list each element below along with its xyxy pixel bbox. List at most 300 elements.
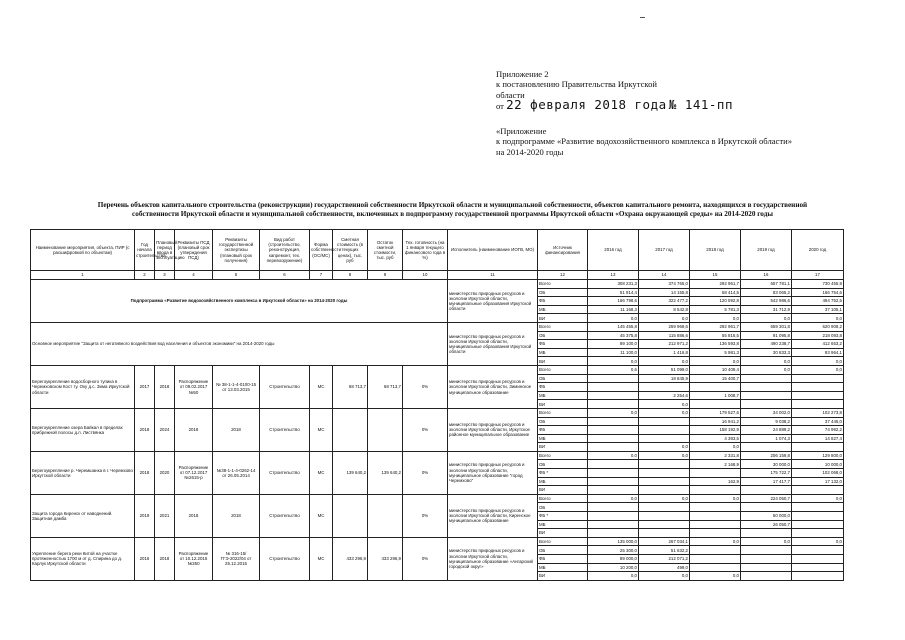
funding-source: ВИ	[538, 486, 588, 495]
funding-source: Всего	[538, 280, 588, 289]
amount-cell	[639, 503, 690, 512]
amount-cell: 212 971,2	[639, 340, 690, 349]
funding-source: МБ	[538, 305, 588, 314]
resolution-number: № 141-пп	[668, 96, 733, 112]
amount-cell: 0,0	[588, 357, 639, 366]
amount-cell: 102 273,8	[792, 408, 844, 417]
ownership: МС	[310, 451, 333, 494]
amount-cell: 0,0	[690, 494, 741, 503]
amount-cell: 102 068,0	[792, 469, 844, 478]
amount-cell: 0,0	[639, 494, 690, 503]
amount-cell: 2 254,6	[639, 391, 690, 400]
funding-source: ФБ *	[538, 469, 588, 478]
readiness: 0%	[403, 494, 448, 537]
amount-cell: 0,0	[690, 443, 741, 452]
object-name: Берегоукрепление водосборного тупика в Черемховском Кост ту. Оку д.с. Зима Иркутской области	[31, 365, 135, 408]
funding-source: ФБ	[538, 555, 588, 564]
amount-cell	[690, 486, 741, 495]
executor-cell: министерство природных ресурсов и экологии Иркутской области, муниципальные образования Иркутской области	[448, 322, 538, 365]
amount-cell: 17 417,7	[741, 477, 792, 486]
amount-cell: 494 752,5	[792, 297, 844, 306]
column-header: Источник финансирования	[538, 230, 588, 271]
end-year: 2024	[155, 408, 175, 451]
amount-cell	[792, 520, 844, 529]
amount-cell: 58 414,5	[690, 288, 741, 297]
region-line: области	[496, 89, 525, 100]
amount-cell	[690, 512, 741, 521]
amount-cell: 1 074,3	[741, 434, 792, 443]
psd-details: Распоряжение от 09.02.2017 №50	[175, 365, 213, 408]
amount-cell: 490 238,7	[741, 340, 792, 349]
table-row	[31, 537, 844, 546]
column-number: 9	[368, 271, 403, 280]
amount-cell: 162,9	[690, 477, 741, 486]
amount-cell	[588, 477, 639, 486]
column-number: 4	[175, 271, 213, 280]
column-number-row	[31, 271, 844, 280]
amount-cell	[639, 460, 690, 469]
ownership: МС	[310, 408, 333, 451]
subheader: «Приложение к подпрограмме «Развитие водохозяйственного комплекса в Иркутской области» на 2014-2020 годы	[496, 126, 793, 157]
column-number: 11	[448, 271, 538, 280]
amount-cell: 212 071,2	[639, 555, 690, 564]
funding-source: ВИ	[538, 529, 588, 538]
funding-source: ВИ	[538, 572, 588, 581]
column-number: 6	[260, 271, 310, 280]
remaining-cost: 68 713,7	[368, 365, 403, 408]
amount-cell: 166 754,6	[792, 288, 844, 297]
amount-cell	[639, 477, 690, 486]
amount-cell: 0,0	[741, 537, 792, 546]
amount-cell: 620 908,2	[792, 322, 844, 331]
amount-cell	[792, 546, 844, 555]
subprogram-label: Подпрограмма «Развитие водохозяйственного комплекса в Иркутской области» на 2014-2020 годы	[31, 280, 448, 323]
appendix-label: Приложение 2	[496, 69, 549, 79]
amount-cell	[690, 529, 741, 538]
amount-cell: 158 192,9	[690, 426, 741, 435]
amount-cell: 37 446,0	[792, 417, 844, 426]
amount-cell	[639, 486, 690, 495]
funding-source: ОБ	[538, 503, 588, 512]
estimated-cost: 139 640,2	[333, 451, 368, 494]
amount-cell: 89 000,0	[588, 555, 639, 564]
amount-cell	[741, 546, 792, 555]
amount-cell: 499,0	[639, 563, 690, 572]
amount-cell	[588, 460, 639, 469]
column-number: 13	[588, 271, 639, 280]
amount-cell: 18 845,9	[639, 374, 690, 383]
amount-cell	[588, 426, 639, 435]
amount-cell: 55 816,5	[690, 331, 741, 340]
amount-cell: 0,0	[588, 408, 639, 417]
executor-cell: министерство природных ресурсов и экологии Иркутской области, Иркутское районное муниципальное образование	[448, 408, 538, 451]
amount-cell: 166 798,6	[588, 297, 639, 306]
amount-cell	[690, 520, 741, 529]
executor-cell: министерство природных ресурсов и экологии Иркутской области, муниципальное образование "город Черемхово"	[448, 451, 538, 494]
amount-cell: 145 455,8	[588, 322, 639, 331]
amount-cell: 322 477,2	[639, 297, 690, 306]
amount-cell	[792, 443, 844, 452]
amount-cell: 51 632,2	[639, 546, 690, 555]
amount-cell: 206 159,8	[741, 451, 792, 460]
amount-cell: 412 653,2	[792, 340, 844, 349]
amount-cell	[741, 503, 792, 512]
amount-cell: 0,0	[792, 357, 844, 366]
column-header: Форма собственности (ОС/МС)	[310, 230, 333, 271]
funding-source: Всего	[538, 451, 588, 460]
column-number: 16	[741, 271, 792, 280]
work-type: Строительство	[260, 494, 310, 537]
amount-cell	[588, 391, 639, 400]
expertise-details: 2018	[213, 408, 260, 451]
amount-cell: 83 065,2	[741, 288, 792, 297]
amount-cell	[588, 443, 639, 452]
amount-cell: 0,0	[639, 314, 690, 323]
amount-cell: 11 100,0	[588, 348, 639, 357]
amount-cell: 0,0	[792, 494, 844, 503]
amount-cell	[588, 383, 639, 392]
amount-cell	[690, 555, 741, 564]
amount-cell: 120 592,8	[690, 297, 741, 306]
work-type: Строительство	[260, 365, 310, 408]
amount-cell: 16 941,2	[690, 417, 741, 426]
amount-cell: 0,0	[639, 408, 690, 417]
amount-cell: 26 050,7	[741, 520, 792, 529]
expertise-details: № 38-1-1-4-0100-15 от 13.03.2015	[213, 365, 260, 408]
resolution-line: к постановлению Правительства Иркутской	[496, 79, 658, 90]
psd-details: Распоряжение от 07.12.2017 №2615-р	[175, 451, 213, 494]
funding-source: ОБ	[538, 374, 588, 383]
amount-cell: 136 593,8	[690, 340, 741, 349]
amount-cell	[639, 469, 690, 478]
amount-cell	[792, 374, 844, 383]
amount-cell: 8 542,8	[639, 305, 690, 314]
amount-cell: 37 105,1	[792, 305, 844, 314]
date-text: 22 февраля 2018 года	[506, 96, 667, 112]
executor-cell: министерство природных ресурсов и экологии Иркутской области, Зиминское муниципальное образование	[448, 365, 538, 408]
funding-source: Всего	[538, 408, 588, 417]
psd-details: Распоряжение от 10.12.2015 №350	[175, 537, 213, 580]
estimated-cost: 68 713,7	[333, 365, 368, 408]
funding-source: МБ	[538, 563, 588, 572]
start-year: 2018	[135, 408, 155, 451]
amount-cell: 10 200,0	[588, 563, 639, 572]
executor-cell: министерство природных ресурсов и экологии Иркутской области, муниципальные образования Иркутской области	[448, 280, 538, 323]
amount-cell	[690, 563, 741, 572]
amount-cell: 292 961,7	[690, 280, 741, 289]
date-line: от 22 февраля 2018 года № 141-пп	[496, 96, 733, 112]
amount-cell	[741, 555, 792, 564]
amount-cell	[792, 383, 844, 392]
column-number: 7	[310, 271, 333, 280]
amount-cell: 10 000,0	[792, 460, 844, 469]
amount-cell: 175 722,7	[741, 469, 792, 478]
amount-cell	[690, 469, 741, 478]
amount-cell: 10 409,4	[690, 365, 741, 374]
end-year: 2018	[155, 365, 175, 408]
column-number: 3	[155, 271, 175, 280]
amount-cell	[588, 374, 639, 383]
amount-cell: 659 301,8	[741, 322, 792, 331]
funding-source: Всего	[538, 494, 588, 503]
column-number: 5	[213, 271, 260, 280]
funding-source: ФБ	[538, 426, 588, 435]
amount-cell: 50 000,0	[741, 512, 792, 521]
amount-cell: 308 231,3	[588, 280, 639, 289]
amount-cell	[741, 391, 792, 400]
column-number: 15	[690, 271, 741, 280]
amount-cell	[588, 469, 639, 478]
amount-cell: 0,0	[639, 357, 690, 366]
amount-cell: 115 886,6	[639, 331, 690, 340]
amount-cell: 25 300,0	[588, 546, 639, 555]
ownership: МС	[310, 365, 333, 408]
amount-cell: 51 099,0	[639, 365, 690, 374]
amount-cell	[639, 417, 690, 426]
remaining-cost: 433 296,9	[368, 537, 403, 580]
amount-cell	[690, 400, 741, 409]
amount-cell: 0,0	[639, 451, 690, 460]
amount-cell	[741, 563, 792, 572]
start-year: 2018	[135, 451, 155, 494]
column-number: 1	[31, 271, 135, 280]
end-year: 2018	[155, 537, 175, 580]
document-header	[496, 69, 733, 111]
column-header: Вид работ (строительство, реконструкция, капремонт, тех. перевооружение)	[260, 230, 310, 271]
column-header: Тех. готовность (на 1 января текущего финансового года в %)	[403, 230, 448, 271]
column-header: 2016 год	[588, 230, 639, 271]
amount-cell	[639, 426, 690, 435]
amount-cell: 1 008,7	[690, 391, 741, 400]
amount-cell: 0,0	[639, 443, 690, 452]
amount-cell: 267 034,1	[639, 537, 690, 546]
amount-cell	[639, 529, 690, 538]
estimated-cost: 433 296,9	[333, 537, 368, 580]
expertise-details: №38-1-1-4-0262-14 от 26.05.2014	[213, 451, 260, 494]
end-year: 2020	[155, 451, 175, 494]
amount-cell	[741, 383, 792, 392]
amount-cell: 0,0	[588, 451, 639, 460]
funding-source: МБ	[538, 348, 588, 357]
amount-cell: 218 093,8	[792, 331, 844, 340]
funding-source: Всего	[538, 537, 588, 546]
work-type: Строительство	[260, 451, 310, 494]
funding-source: ОБ	[538, 546, 588, 555]
amount-cell: 259 969,6	[639, 322, 690, 331]
funding-source: Всего	[538, 365, 588, 374]
amount-cell: 4 393,5	[690, 434, 741, 443]
amount-cell: 30 000,0	[741, 460, 792, 469]
table-row	[31, 322, 844, 331]
amount-cell: 89 100,0	[588, 340, 639, 349]
amount-cell: 657 781,1	[741, 280, 792, 289]
funding-source: ФБ *	[538, 512, 588, 521]
amount-cell	[588, 400, 639, 409]
amount-cell: 0,0	[690, 537, 741, 546]
funding-source: МБ	[538, 391, 588, 400]
executor-cell: министерство природных ресурсов и экологии Иркутской области, Киренское муниципальное образование	[448, 494, 538, 537]
estimated-cost	[333, 494, 368, 537]
column-header: Реквизиты ПСД (плановый срок утверждения ПСД)	[175, 230, 213, 271]
amount-cell: 542 986,6	[741, 297, 792, 306]
column-header: Остаток сметной стоимости, тыс. руб	[368, 230, 403, 271]
amount-cell: 0,0	[639, 400, 690, 409]
amount-cell: 93 964,1	[792, 348, 844, 357]
amount-cell	[792, 400, 844, 409]
funding-source: ОБ	[538, 331, 588, 340]
column-header: 2017 год	[639, 230, 690, 271]
amount-cell: 31 712,9	[741, 305, 792, 314]
column-number: 17	[792, 271, 844, 280]
object-name: Берегоукрепление озера Байкал в пределах прибрежной полосы д.п. Листвянка	[31, 408, 135, 451]
amount-cell	[792, 486, 844, 495]
amount-cell	[639, 520, 690, 529]
funding-source: ОБ	[538, 417, 588, 426]
column-number: 10	[403, 271, 448, 280]
amount-cell: 135 000,0	[588, 537, 639, 546]
amount-cell	[690, 503, 741, 512]
psd-details: 2018	[175, 494, 213, 537]
start-year: 2016	[135, 537, 155, 580]
column-number: 2	[135, 271, 155, 280]
amount-cell: 0,6	[588, 365, 639, 374]
funding-source: ФБ	[538, 340, 588, 349]
funding-source: ВИ	[538, 314, 588, 323]
work-type: Строительство	[260, 537, 310, 580]
amount-cell	[588, 434, 639, 443]
funding-source: ВИ	[538, 357, 588, 366]
funding-source: ОБ	[538, 460, 588, 469]
objects-table	[30, 229, 844, 581]
funding-source: ВИ	[538, 400, 588, 409]
column-header: 2019 год	[741, 230, 792, 271]
column-header: Исполнитель (наименование ИОГВ, МО)	[448, 230, 538, 271]
amount-cell: 9 038,2	[741, 417, 792, 426]
amount-cell: 5 781,3	[690, 305, 741, 314]
estimated-cost	[333, 408, 368, 451]
work-type: Строительство	[260, 408, 310, 451]
amount-cell: 0,0	[690, 314, 741, 323]
readiness: 0%	[403, 365, 448, 408]
amount-cell: 0,0	[588, 572, 639, 581]
amount-cell: 11 168,3	[588, 305, 639, 314]
table-row	[31, 494, 844, 503]
amount-cell	[639, 434, 690, 443]
amount-cell	[588, 503, 639, 512]
column-header: 2018 год	[690, 230, 741, 271]
executor-cell: министерство природных ресурсов и экологии Иркутской области, муниципальное образование «Ангарский городской округ»	[448, 537, 538, 580]
remaining-cost	[368, 494, 403, 537]
amount-cell: 0,0	[792, 365, 844, 374]
amount-cell: 45 375,8	[588, 331, 639, 340]
amount-cell: 15 400,7	[690, 374, 741, 383]
column-number: 8	[333, 271, 368, 280]
amount-cell	[741, 400, 792, 409]
funding-source: МБ	[538, 477, 588, 486]
amount-cell: 730 455,9	[792, 280, 844, 289]
column-header: Год начала строительства	[135, 230, 155, 271]
ownership: МС	[310, 494, 333, 537]
readiness: 0%	[403, 408, 448, 451]
readiness: 0%	[403, 537, 448, 580]
column-number: 12	[538, 271, 588, 280]
psd-details: 2018	[175, 408, 213, 451]
expertise-details: 2018	[213, 494, 260, 537]
amount-cell	[792, 529, 844, 538]
amount-cell: 51 914,4	[588, 288, 639, 297]
amount-cell	[741, 486, 792, 495]
funding-source: ФБ	[538, 383, 588, 392]
amount-cell: 24 889,2	[741, 426, 792, 435]
amount-cell: 0,0	[588, 314, 639, 323]
column-number: 14	[639, 271, 690, 280]
table-row	[31, 408, 844, 417]
amount-cell: 0,0	[639, 572, 690, 581]
main-activity-label: Основное мероприятие "Защита от негативного воздействия вод населения и объектов экономики" на 2014-2020 годы	[31, 322, 448, 365]
amount-cell: 1 416,8	[639, 348, 690, 357]
amount-cell: 0,0	[741, 365, 792, 374]
object-name: Защита города Киренск от наводнений. Защитная дамба	[31, 494, 135, 537]
amount-cell: 0,0	[690, 357, 741, 366]
amount-cell	[639, 512, 690, 521]
column-header: Плановый период ввода в эксплуатацию	[155, 230, 175, 271]
amount-cell: 74 992,2	[792, 426, 844, 435]
amount-cell: 30 833,3	[741, 348, 792, 357]
readiness: 0%	[403, 451, 448, 494]
amount-cell: 2 331,8	[690, 451, 741, 460]
table-row	[31, 451, 844, 460]
amount-cell	[690, 383, 741, 392]
amount-cell: 5 981,3	[690, 348, 741, 357]
amount-cell	[588, 417, 639, 426]
amount-cell: 17 132,0	[792, 477, 844, 486]
amount-cell: 0,0	[741, 357, 792, 366]
object-name: Укрепление берега реки Китой на участке протяженностью 1700 м от д. Спирина до д. Карлук Иркутской области	[31, 537, 135, 580]
amount-cell: 374 765,0	[639, 280, 690, 289]
amount-cell	[639, 383, 690, 392]
funding-source: Всего	[538, 322, 588, 331]
amount-cell	[792, 555, 844, 564]
amount-cell	[588, 520, 639, 529]
start-year: 2019	[135, 494, 155, 537]
amount-cell	[792, 512, 844, 521]
amount-cell	[792, 572, 844, 581]
amount-cell	[792, 391, 844, 400]
funding-source: МБ	[538, 434, 588, 443]
funding-source: ФБ	[538, 297, 588, 306]
amount-cell: 0,0	[792, 537, 844, 546]
amount-cell	[741, 374, 792, 383]
amount-cell	[588, 486, 639, 495]
amount-cell: 14 155,8	[639, 288, 690, 297]
column-header: Сметная стоимость (в текущих ценах), тыс. руб	[333, 230, 368, 271]
amount-cell: 0,0	[741, 314, 792, 323]
amount-cell: 2 168,9	[690, 460, 741, 469]
remaining-cost	[368, 408, 403, 451]
amount-cell	[588, 512, 639, 521]
amount-cell	[741, 572, 792, 581]
column-header: Реквизиты государственной экспертизы (плановый срок получения)	[213, 230, 260, 271]
amount-cell	[741, 529, 792, 538]
amount-cell: 224 050,7	[741, 494, 792, 503]
column-header: Наименование мероприятия, объекта, ПИР (с расшифровкой по объектам)	[31, 230, 135, 271]
amount-cell: 179 527,6	[690, 408, 741, 417]
amount-cell: 14 827,4	[792, 434, 844, 443]
ownership: МС	[310, 537, 333, 580]
end-year: 2021	[155, 494, 175, 537]
amount-cell: 91 095,8	[741, 331, 792, 340]
start-year: 2017	[135, 365, 155, 408]
